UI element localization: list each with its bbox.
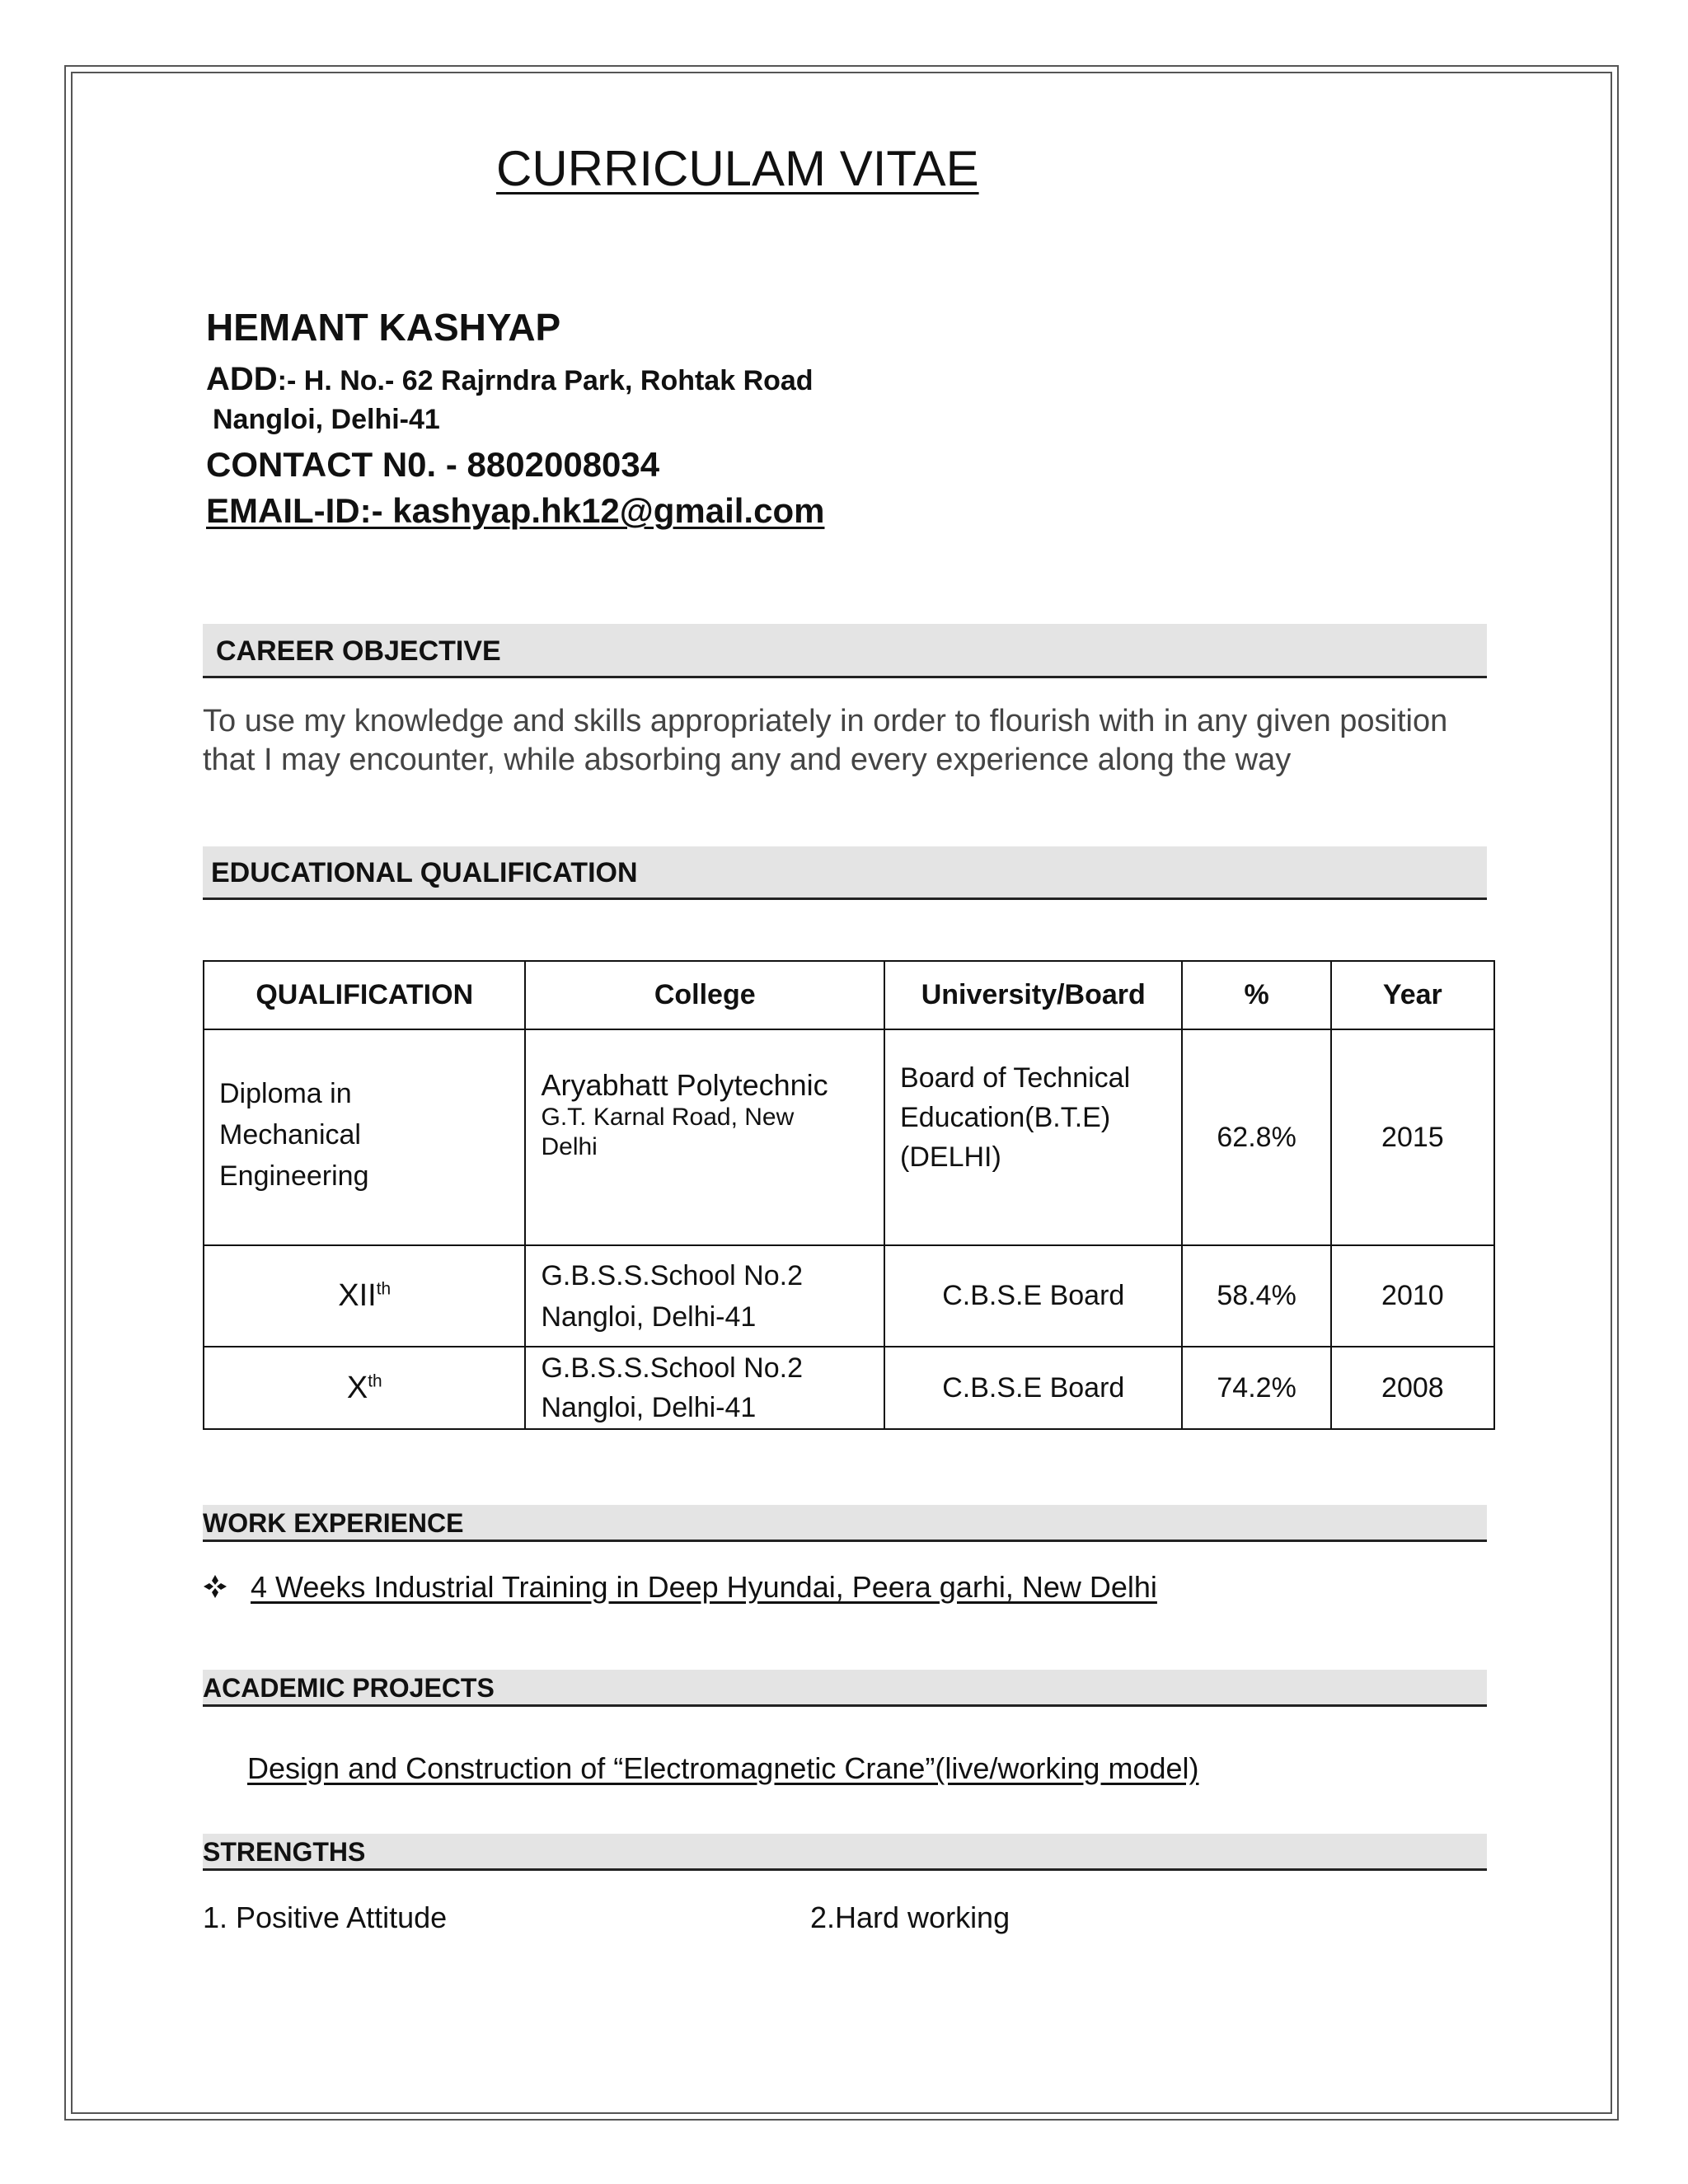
board-line: Board of Technical	[900, 1062, 1131, 1094]
section-title: STRENGTHS	[203, 1837, 366, 1867]
qualification-text: X	[346, 1370, 368, 1405]
percent-cell: 62.8%	[1182, 1029, 1330, 1245]
section-strengths	[203, 1834, 1487, 1871]
work-experience-item	[203, 1570, 1157, 1605]
contact-number: CONTACT N0. - 8802008034	[206, 445, 660, 484]
candidate-name: HEMANT KASHYAP	[206, 306, 561, 349]
header-cell: University/Board	[884, 961, 1182, 1029]
qualification-cell	[204, 1347, 525, 1429]
qualification-line: Diploma in	[219, 1078, 352, 1109]
career-objective-text: To use my knowledge and skills appropriately in order to flourish with in any given position that I may encounter, while absorbing any and every experience along the way	[203, 704, 1448, 777]
qualification-cell	[204, 1245, 525, 1347]
college-line: Nangloi, Delhi-41	[541, 1301, 757, 1333]
college-name: Aryabhatt Polytechnic	[541, 1068, 828, 1102]
section-title: EDUCATIONAL QUALIFICATION	[211, 857, 638, 888]
qualification-superscript: th	[368, 1371, 382, 1390]
college-address-line: Delhi	[541, 1133, 598, 1160]
year-cell: 2015	[1331, 1029, 1494, 1245]
college-cell	[525, 1029, 884, 1245]
qualification-text: XII	[338, 1278, 377, 1313]
board-cell: C.B.S.E Board	[884, 1245, 1182, 1347]
year-cell: 2008	[1331, 1347, 1494, 1429]
table-row	[204, 1245, 1494, 1347]
work-experience-text: 4 Weeks Industrial Training in Deep Hyundai, Peera garhi, New Delhi	[251, 1570, 1157, 1604]
qualification-superscript: th	[376, 1279, 392, 1299]
section-title: ACADEMIC PROJECTS	[203, 1673, 495, 1703]
academic-project-text: Design and Construction of “Electromagnetic Crane”(live/working model)	[247, 1751, 1199, 1785]
address-text: :- H. No.- 62 Rajrndra Park, Rohtak Road	[277, 365, 814, 396]
header-cell: %	[1182, 961, 1330, 1029]
section-educational-qualification	[203, 846, 1487, 900]
qualification-line: Engineering	[219, 1160, 369, 1192]
address-label: ADD	[206, 361, 278, 397]
header-cell: Year	[1331, 961, 1494, 1029]
strength-item: 1. Positive Attitude	[203, 1900, 448, 1934]
header-cell: QUALIFICATION	[204, 961, 525, 1029]
college-line: G.B.S.S.School No.2	[541, 1259, 803, 1291]
education-table	[203, 960, 1495, 1430]
header-cell: College	[525, 961, 884, 1029]
college-line: Nangloi, Delhi-41	[541, 1392, 757, 1423]
board-cell: C.B.S.E Board	[884, 1347, 1182, 1429]
board-line: (DELHI)	[900, 1141, 1001, 1173]
section-career-objective	[203, 624, 1487, 678]
board-cell	[884, 1029, 1182, 1245]
college-cell	[525, 1347, 884, 1429]
qualification-line: Mechanical	[219, 1119, 361, 1151]
table-row	[204, 1347, 1494, 1429]
email-address: EMAIL-ID:- kashyap.hk12@gmail.com	[206, 491, 825, 530]
section-title: WORK EXPERIENCE	[203, 1508, 464, 1538]
section-work-experience	[203, 1505, 1487, 1542]
table-header-row	[204, 961, 1494, 1029]
qualification-cell	[204, 1029, 525, 1245]
year-cell: 2010	[1331, 1245, 1494, 1347]
college-address-line: G.T. Karnal Road, New	[541, 1104, 795, 1131]
address-line-2: Nangloi, Delhi-41	[213, 404, 440, 435]
document-title: CURRICULAM VITAE	[496, 141, 979, 196]
section-academic-projects	[203, 1670, 1487, 1707]
section-title: CAREER OBJECTIVE	[216, 635, 501, 667]
address-line-1	[206, 361, 814, 398]
strength-item: 2.Hard working	[810, 1900, 1010, 1934]
diamond-bullet-icon	[203, 1574, 227, 1599]
board-line: Education(B.T.E)	[900, 1102, 1111, 1133]
percent-cell: 58.4%	[1182, 1245, 1330, 1347]
table-row	[204, 1029, 1494, 1245]
college-line: G.B.S.S.School No.2	[541, 1352, 803, 1384]
percent-cell: 74.2%	[1182, 1347, 1330, 1429]
college-cell	[525, 1245, 884, 1347]
